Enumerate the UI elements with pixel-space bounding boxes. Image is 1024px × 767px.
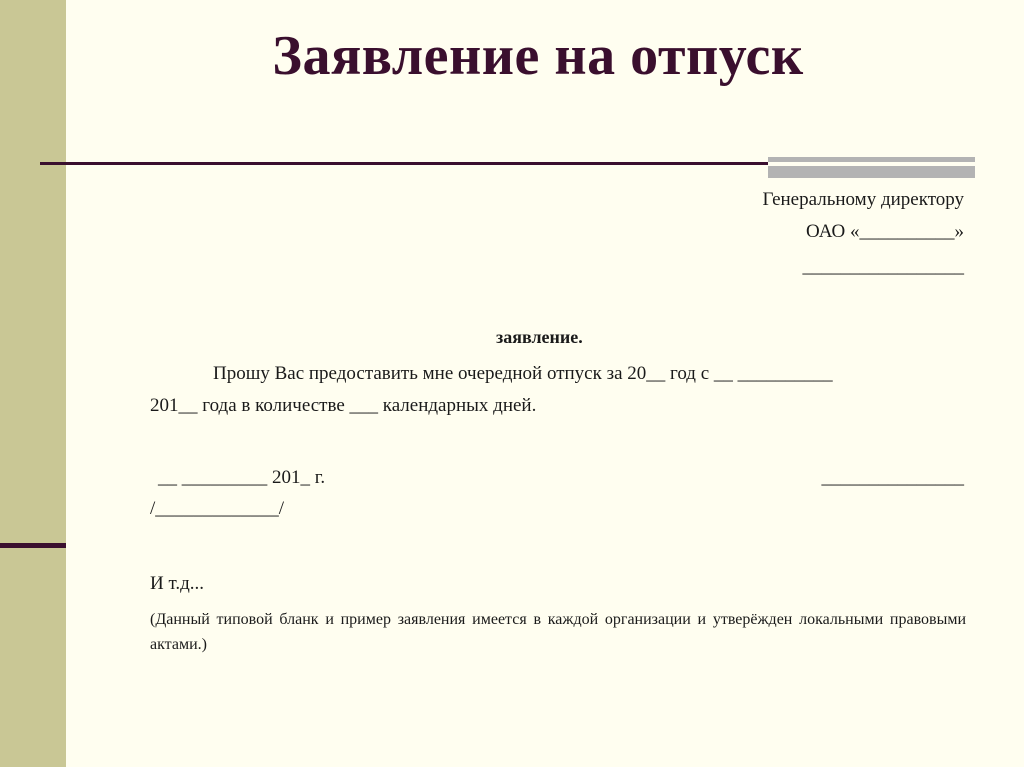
document-heading: заявление.	[496, 327, 583, 347]
etc-text: И т.д...	[150, 573, 205, 594]
name-decoding-blank: /_____________/	[150, 498, 285, 519]
footnote: (Данный типовой бланк и пример заявления имеется в каждой организации и утверёжден локальными правовыми актами.)	[150, 611, 966, 653]
request-text-line-1: Прошу Вас предоставить мне очередной отпуск за 20__ год с __ __________	[213, 363, 833, 384]
left-sidebar-bar	[0, 0, 66, 767]
request-text-line-2: 201__ года в количестве ___ календарных дней.	[150, 395, 537, 416]
addressee-name-blank: _________________	[802, 256, 964, 277]
signature-blank: _______________	[821, 467, 964, 488]
divider-accent-block	[768, 157, 975, 178]
date-blank: __ _________ 201_ г.	[158, 467, 326, 488]
slide-title: Заявление на отпуск	[272, 25, 804, 87]
sidebar-accent-mark	[0, 543, 66, 548]
addressee-position: Генеральному директору	[762, 189, 964, 210]
addressee-company: ОАО «__________»	[805, 221, 964, 242]
